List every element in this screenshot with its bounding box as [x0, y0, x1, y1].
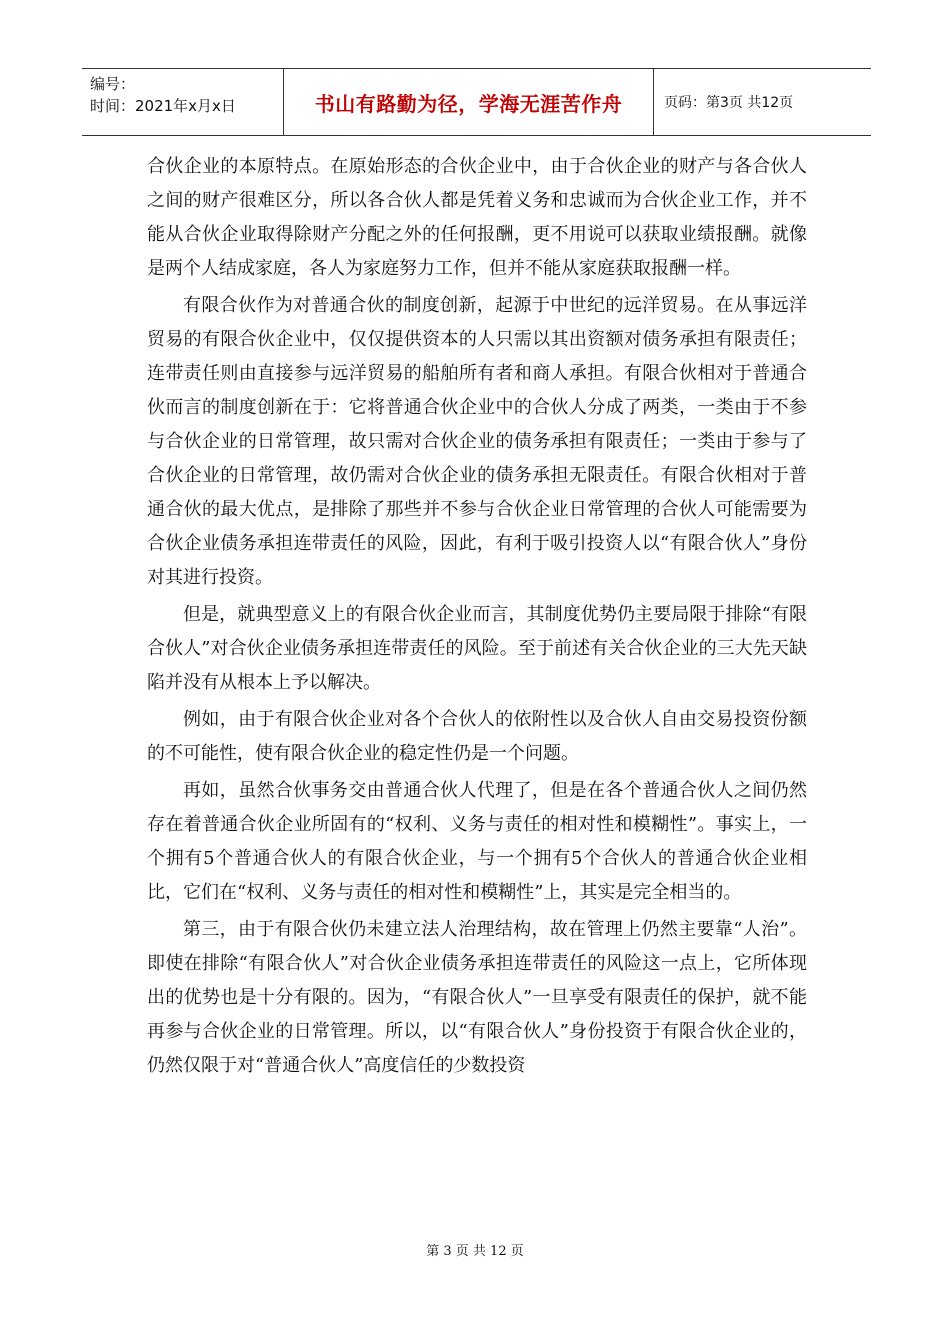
- paragraph-3: 但是，就典型意义上的有限合伙企业而言，其制度优势仍主要局限于排除“有限合伙人”对合伙企业债务承担连带责任的风险。至于前述有关合伙企业的三大先天缺陷并没有从根本上予以解决。: [147, 604, 807, 693]
- header-motto-cell: [283, 69, 654, 135]
- paragraph-5: 再如，虽然合伙事务交由普通合伙人代理了，但是在各个普通合伙人之间仍然存在着普通合伙企业所固有的“权利、义务与责任的相对性和模糊性”。事实上，一个拥有5个普通合伙人的有限合伙企业，与一个拥有5个合伙人的普通合伙企业相比，它们在“权利、义务与责任的相对性和模糊性”上，其实是完全相当的。: [147, 780, 807, 903]
- page-info-text: 页码：第3页 共12页: [664, 95, 794, 111]
- document-body: [147, 150, 807, 1086]
- paragraph-1: 合伙企业的本原特点。在原始形态的合伙企业中，由于合伙企业的财产与各合伙人之间的财产很难区分，所以各合伙人都是凭着义务和忠诚而为合伙企业工作，并不能从合伙企业取得除财产分配之外的任何报酬，更不用说可以获取业绩报酬。就像是两个人结成家庭，各人为家庭努力工作，但并不能从家庭获取报酬一样。: [147, 156, 807, 279]
- time-label: 时间：2021年x月x日: [90, 97, 236, 115]
- header-page-info: [654, 69, 871, 135]
- paragraph-6: 第三，由于有限合伙仍未建立法人治理结构，故在管理上仍然主要靠“人治”。即使在排除“有限合伙人”对合伙企业债务承担连带责任的风险这一点上，它所体现出的优势也是十分有限的。因为，“有限合伙人”一旦享受有限责任的保护，就不能再参与合伙企业的日常管理。所以，以“有限合伙人”身份投资于有限合伙企业的，仍然仅限于对“普通合伙人”高度信任的少数投资: [147, 919, 807, 1076]
- number-label: 编号：: [90, 75, 136, 93]
- header-meta: [82, 69, 283, 135]
- paragraph-2: 有限合伙作为对普通合伙的制度创新，起源于中世纪的远洋贸易。在从事远洋贸易的有限合伙企业中，仅仅提供资本的人只需以其出资额对债务承担有限责任；连带责任则由直接参与远洋贸易的船舶所有者和商人承担。有限合伙相对于普通合伙而言的制度创新在于：它将普通合伙企业中的合伙人分成了两类，一类由于不参与合伙企业的日常管理，故只需对合伙企业的债务承担有限责任；一类由于参与了合伙企业的日常管理，故仍需对合伙企业的债务承担无限责任。有限合伙相对于普通合伙的最大优点，是排除了那些并不参与合伙企业日常管理的合伙人可能需要为合伙企业债务承担连带责任的风险，因此，有利于吸引投资人以“有限合伙人”身份对其进行投资。: [147, 295, 807, 588]
- page-footer: [0, 1240, 950, 1259]
- motto-text: 书山有路勤为径，学海无涯苦作舟: [314, 91, 623, 116]
- paragraph-4: 例如，由于有限合伙企业对各个合伙人的依附性以及合伙人自由交易投资份额的不可能性，使有限合伙企业的稳定性仍是一个问题。: [147, 709, 807, 764]
- footer-page-number: 第 3 页 共 12 页: [426, 1244, 524, 1259]
- page-header: [82, 68, 871, 136]
